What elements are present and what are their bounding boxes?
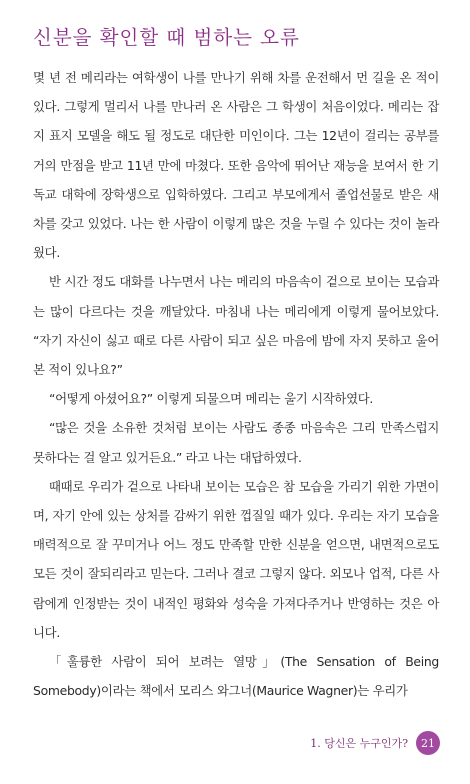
paragraph: “많은 것을 소유한 것처럼 보이는 사람도 종종 마음속은 그리 만족스럽지 못하다는 걸 알고 있거든요.” 라고 나는 대답하였다. [33,420,439,465]
paragraph: 몇 년 전 메리라는 여학생이 나를 만나기 위해 차를 운전해서 먼 길을 온 적이 있다. 그렇게 멀리서 나를 만나러 온 사람은 그 학생이 처음이었다. 메리는 잡지 표지 모델을 해도 될 정도로 대단한 미인이다. 그는 12년이 걸리는 공부를 거의 만점을 받고 11년 만에 마쳤다. 또한 음악에 뛰어난 재능을 보여서 한 기독교 대학에 장학생으로 입학하였다. 그리고 부모에게서 졸업선물로 받은 새 차를 갖고 있었다. 나는 한 사람이 이렇게 많은 것을 누릴 수 있다는 것이 놀라웠다. [33,70,439,261]
body-text [33,63,439,705]
page-footer [310,731,440,755]
page-number-badge: 21 [416,731,440,755]
paragraph: “어떻게 아셨어요?” 이렇게 되물으며 메리는 울기 시작하였다. [49,391,374,407]
chapter-label: 1. 당신은 누구인가? [310,737,408,750]
section-title: 신분을 확인할 때 범하는 오류 [33,26,300,49]
paragraph: 반 시간 정도 대화를 나누면서 나는 메리의 마음속이 겉으로 보이는 모습과는 많이 다르다는 것을 깨달았다. 마침내 나는 메리에게 이렇게 물어보았다. “자기 자신이 싫고 때로 다른 사람이 되고 싶은 마음에 밤에 자지 못하고 울어본 적이 있나요?” [33,274,439,378]
paragraph: 「훌륭한 사람이 되어 보려는 열망」(The Sensation of Being Somebody)이라는 책에서 모리스 와그너(Maurice Wagner)는 우리가 [33,654,439,699]
paragraph: 때때로 우리가 겉으로 나타내 보이는 모습은 참 모습을 가리기 위한 가면이며, 자기 안에 있는 상처를 감싸기 위한 껍질일 때가 있다. 우리는 자기 모습을 매력적으로 잘 꾸미거나 어느 정도 만족할 만한 신분을 얻으면, 내면적으로도 모든 것이 잘되리라고 믿는다. 그러나 결코 그렇지 않다. 외모나 업적, 다른 사람에게 인정받는 것이 내적인 평화와 성숙을 가져다주거나 반영하는 것은 아니다. [33,478,439,640]
